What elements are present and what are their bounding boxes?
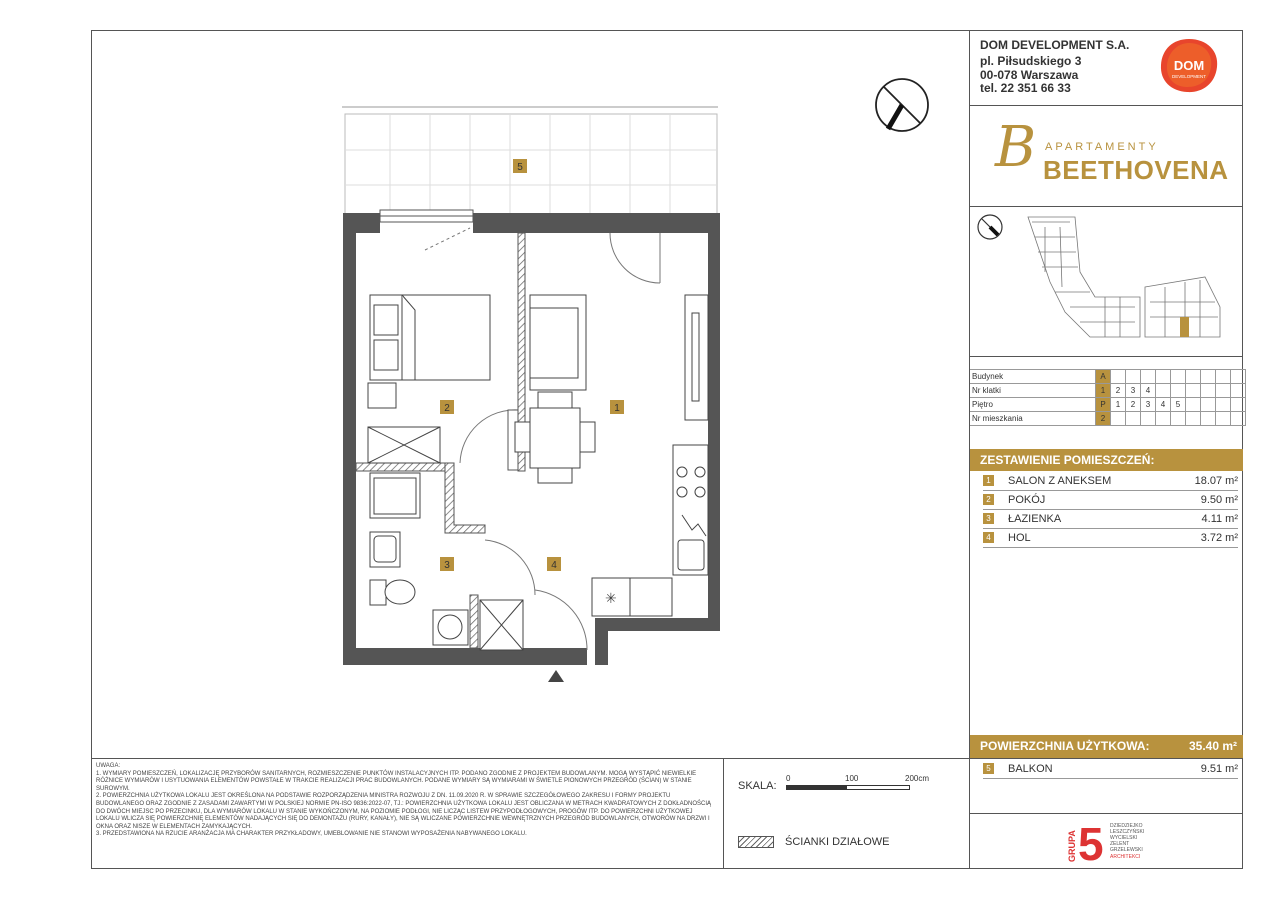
room-name: ŁAZIENKA (1008, 512, 1062, 525)
note-item: 3. PRZEDSTAWIONA NA RZUCIE ARANŻACJA MA CHARAKTER PRZYKŁADOWY, UMEBLOWANIE NIE STANOWI WYPOSAŻENIA NABYWANEGO LOKALU. (96, 831, 527, 838)
room-label-3: 3 (444, 560, 450, 571)
location-row-label: Budynek (970, 370, 1096, 384)
location-cell (1171, 370, 1186, 384)
location-cell: 1 (1096, 384, 1111, 398)
notes-divider (723, 758, 724, 869)
location-cell (1111, 370, 1126, 384)
separator (970, 813, 1243, 814)
location-cell: 1 (1111, 398, 1126, 412)
room-area: 18.07 m² (1194, 474, 1238, 487)
room-row (983, 471, 1238, 491)
location-cell (1126, 370, 1141, 384)
room-row (983, 490, 1238, 510)
room-label-1: 1 (614, 403, 620, 414)
rooms-header: ZESTAWIENIE POMIESZCZEŃ: (970, 449, 1243, 471)
location-cell (1141, 412, 1156, 426)
architect-line: GRZELEWSKI (1110, 847, 1143, 853)
architect-line: DZIEDZIEJKO (1110, 823, 1143, 829)
scale-tick: 100 (845, 774, 859, 783)
location-cell: 2 (1096, 412, 1111, 426)
architect-line: LESZCZYŃSKI (1110, 829, 1145, 835)
room-name: SALON Z ANEKSEM (1008, 474, 1112, 487)
company-address-1: pl. Piłsudskiego 3 (980, 54, 1082, 68)
location-cell: 5 (1171, 398, 1186, 412)
usable-area-label: POWIERZCHNIA UŻYTKOWA: (980, 739, 1150, 753)
location-cell (1156, 370, 1171, 384)
location-row-label: Nr klatki (970, 384, 1096, 398)
company-phone: tel. 22 351 66 33 (980, 81, 1071, 95)
location-cell (1186, 384, 1201, 398)
location-table (970, 369, 1246, 426)
location-cell: 4 (1141, 384, 1156, 398)
balcony-area: 9.51 m² (1200, 762, 1238, 775)
location-cell (1231, 398, 1246, 412)
balcony (342, 107, 718, 214)
location-cell: P (1096, 398, 1111, 412)
location-cell (1216, 398, 1231, 412)
architect-brand: GRUPA (1067, 830, 1077, 862)
entrance-arrow-icon (548, 670, 564, 682)
location-cell (1171, 384, 1186, 398)
location-cell (1231, 370, 1246, 384)
logo-text-top: DOM (1173, 58, 1205, 73)
sofa (530, 295, 586, 390)
location-cell (1156, 412, 1171, 426)
room-row (983, 509, 1238, 529)
architect-number: 5 (1078, 820, 1104, 864)
location-cell (1216, 384, 1231, 398)
wardrobe (368, 427, 440, 463)
location-cell (1216, 370, 1231, 384)
architect-line: ARCHITEKCI (1110, 854, 1141, 860)
usable-area-value: 35.40 m² (1188, 739, 1237, 753)
room-number: 4 (983, 532, 994, 543)
location-row-label: Piętro (970, 398, 1096, 412)
room-number: 1 (983, 475, 994, 486)
room-row (983, 528, 1238, 548)
separator (970, 206, 1243, 207)
architect-line: WYCIELSKI (1110, 835, 1138, 841)
balcony-number: 5 (983, 763, 994, 774)
location-cell (1231, 384, 1246, 398)
location-cell (1201, 384, 1216, 398)
location-cell (1111, 412, 1126, 426)
balcony-row (983, 759, 1238, 779)
location-cell (1186, 398, 1201, 412)
location-row (970, 412, 1246, 426)
architect-logo (1066, 820, 1156, 864)
location-cell: 3 (1126, 384, 1141, 398)
dom-development-logo (1157, 37, 1221, 95)
company-address-2: 00-078 Warszawa (980, 68, 1079, 82)
location-cell: 2 (1111, 384, 1126, 398)
location-cell (1186, 412, 1201, 426)
compass-icon (874, 77, 930, 133)
location-cell (1156, 384, 1171, 398)
note-item: 2. POWIERZCHNIA UŻYTKOWA LOKALU JEST OKREŚLONA NA PODSTAWIE ROZPORZĄDZENIA MINISTRA ROZWOJU Z DN. 11.09.2020 R. W SPRAWIE SZCZEGÓŁOWEGO ZAKRESU I FORMY PROJEKTU BUDOWLANEGO ORAZ ZGODNIE Z ZASADAMI ZAWARTYMI W POLSKIEJ NORMIE PN-ISO 9836:2022-07, TJ.: POWIERZCHNIA UŻYTKOWA LOKALU JEST OBLICZANA W METRACH KWADRATOWYCH Z DOKŁADNOŚCIĄ DO DWÓCH MIEJSC PO PRZECINKU, DLA WYMIARÓW LOKALU W STANIE WYKOŃCZONYM, NA POZIOMIE PODŁOGI, NIE LICZĄC LISTEW PRZYPODŁOGOWYCH, PROGÓW ITP. DO POWIERZCHNI UŻYTKOWEJ LOKALU WLICZA SIĘ POWIERZCHNIĘ ELEMENTÓW NADAJĄCYCH SIĘ DO DEMONTAŻU (RURY, KANAŁY), NIE SĄ WLICZANE POWIERZCHNIE WEWNĘTRZNYCH PRZEGRÓD BUDOWLANYCH, OTWORÓW NA DRZWI I OKNA ORAZ NISZE W ELEMENTACH ZAMYKAJĄCYCH. (96, 793, 711, 830)
location-cell (1201, 412, 1216, 426)
location-cell (1171, 412, 1186, 426)
scale-tick: 0 (786, 774, 791, 783)
location-cell (1126, 412, 1141, 426)
room-area: 3.72 m² (1200, 531, 1238, 544)
building-key-plan (1020, 212, 1230, 352)
location-cell (1201, 370, 1216, 384)
location-cell: 4 (1156, 398, 1171, 412)
room-name: HOL (1008, 531, 1031, 544)
location-cell (1201, 398, 1216, 412)
legend-label: ŚCIANKI DZIAŁOWE (785, 836, 890, 848)
project-line-1: APARTAMENTY (1045, 141, 1159, 153)
logo-text-bottom: DEVELOPMENT (1171, 74, 1207, 79)
balcony-name: BALKON (1008, 762, 1053, 775)
fridge-icon: ✳ (605, 591, 617, 607)
room-label-5: 5 (517, 162, 523, 173)
compass-small-icon (976, 213, 1004, 241)
location-row (970, 384, 1246, 398)
location-cell: A (1096, 370, 1111, 384)
room-area: 9.50 m² (1200, 493, 1238, 506)
location-cell: 3 (1141, 398, 1156, 412)
note-item: 1. WYMIARY POMIESZCZEŃ, LOKALIZACJĘ PRZYBORÓW SANITARNYCH, ROZMIESZCZENIE PUNKTÓW INSTALACYJNYCH ITP. PODANO ZGODNIE Z PROJEKTEM BUDOWLANYM. MOGĄ WYSTĄPIĆ NIEWIELKIE RÓŻNICE WYMIARÓW I USYTUOWANIA ELEMENTÓW POWSTAŁE W TRAKCIE REALIZACJI PRAC BUDOWLANYCH. PODANE WYMIARY SĄ WYMIARAMI W ŚWIETLE PIONOWYCH PRZEGRÓD (ŚCIAN) W STANIE SUROWYM. (96, 770, 697, 792)
room-label-2: 2 (444, 403, 450, 414)
architect-line: ZELENT (1110, 841, 1130, 847)
room-number: 2 (983, 494, 994, 505)
location-cell: 2 (1126, 398, 1141, 412)
floor-plan (330, 100, 730, 690)
scale-label: SKALA: (738, 780, 777, 792)
location-row (970, 370, 1246, 384)
scale-bar (786, 785, 910, 790)
location-row-label: Nr mieszkania (970, 412, 1096, 426)
scale-tick: 200cm (905, 774, 930, 783)
dining-table (515, 392, 595, 483)
separator (970, 356, 1243, 357)
location-row (970, 398, 1246, 412)
project-line-2: BEETHOVENA (1043, 155, 1229, 185)
location-cell (1186, 370, 1201, 384)
room-number: 3 (983, 513, 994, 524)
room-name: POKÓJ (1008, 493, 1046, 506)
room-area: 4.11 m² (1201, 512, 1238, 525)
company-name: DOM DEVELOPMENT S.A. (980, 38, 1130, 52)
room-label-4: 4 (551, 560, 557, 571)
location-cell (1231, 412, 1246, 426)
separator (970, 105, 1243, 106)
location-cell (1216, 412, 1231, 426)
partition-wall-swatch (738, 836, 774, 848)
notes (96, 763, 716, 839)
project-monogram: B (995, 115, 1037, 180)
bed (370, 295, 490, 380)
notes-title: UWAGA: (96, 763, 121, 769)
usable-area-bar (970, 735, 1243, 758)
location-cell (1141, 370, 1156, 384)
